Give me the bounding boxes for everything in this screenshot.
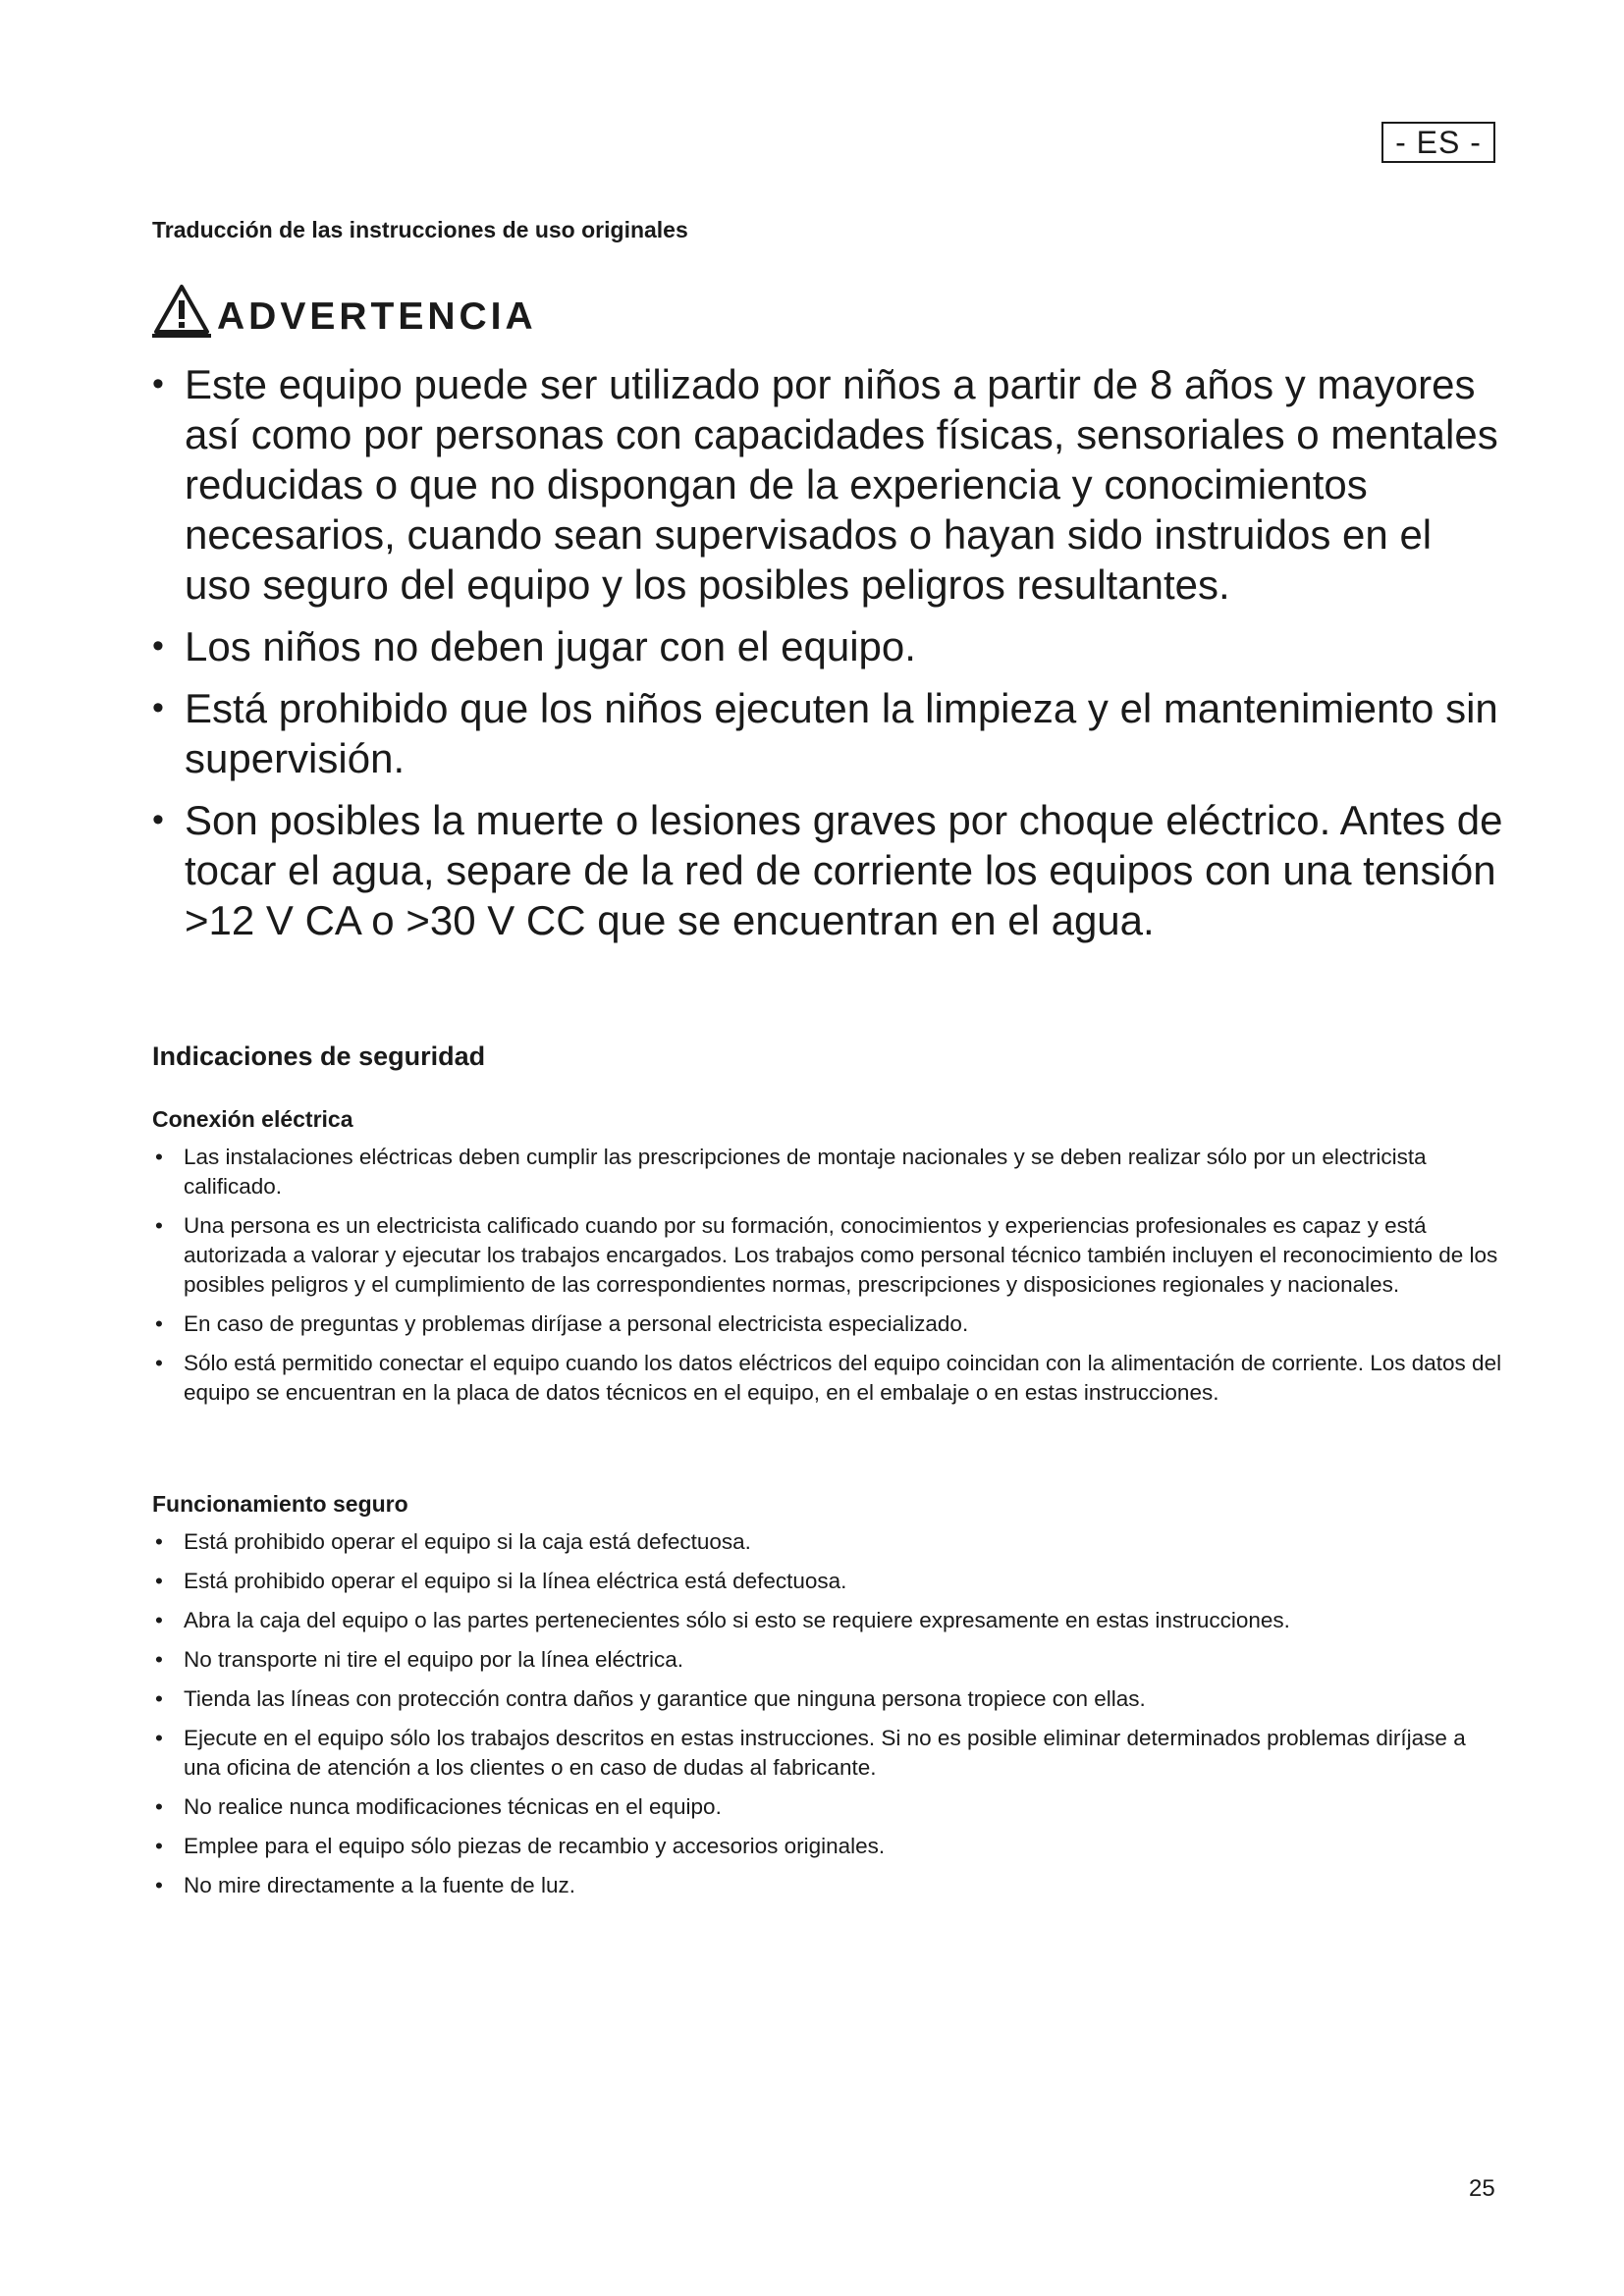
- bullet-icon: •: [155, 1608, 163, 1632]
- warning-item-text: Los niños no deben jugar con el equipo.: [185, 623, 916, 669]
- bullet-icon: •: [155, 1529, 163, 1554]
- warning-item: [152, 359, 1507, 610]
- document-title: Traducción de las instrucciones de uso originales: [152, 217, 688, 242]
- warning-title: ADVERTENCIA: [217, 295, 537, 338]
- bullet-icon: •: [155, 1834, 163, 1858]
- warning-item: [152, 795, 1507, 945]
- warning-item-text: Son posibles la muerte o lesiones graves por choque eléctrico. Antes de tocar el agua, separe de la red de corriente los equipos con una tensión >12 V CA o >30 V CC que se encuentran en el agua.: [185, 797, 1503, 943]
- safety-heading: Indicaciones de seguridad: [152, 1041, 486, 1071]
- bullet-icon: •: [152, 365, 164, 402]
- bullet-icon: •: [155, 1311, 163, 1336]
- bullet-icon: •: [155, 1873, 163, 1897]
- bullet-icon: •: [155, 1647, 163, 1672]
- list-item: • Tienda las líneas con protección contra daños y garantice que ninguna persona tropiece con ellas.: [152, 1684, 1507, 1714]
- bullet-icon: •: [152, 627, 164, 665]
- warning-triangle-icon: [152, 283, 211, 338]
- electrical-heading: Conexión eléctrica: [152, 1106, 353, 1132]
- page-number: 25: [1469, 2175, 1495, 2202]
- warning-item-text: Este equipo puede ser utilizado por niños a partir de 8 años y mayores así como por personas con capacidades físicas, sensoriales o mentales reducidas o que no dispongan de la experiencia y conocimientos necesarios, cuando sean supervisados o hayan sido instruidos en el uso seguro del equipo y los posibles peligros resultantes.: [185, 361, 1498, 608]
- warning-item: [152, 621, 1507, 671]
- list-item: • Está prohibido operar el equipo si la línea eléctrica está defectuosa.: [152, 1567, 1507, 1596]
- bullet-icon: •: [155, 1145, 163, 1169]
- bullet-icon: •: [155, 1686, 163, 1711]
- list-item: • Las instalaciones eléctricas deben cumplir las prescripciones de montaje nacionales y se deben realizar sólo por un electricista calificado.: [155, 1145, 1427, 1199]
- operation-section: [152, 1489, 1507, 1910]
- warning-item-text: Está prohibido que los niños ejecuten la limpieza y el mantenimiento sin supervisión.: [185, 685, 1498, 781]
- list-item: • No mire directamente a la fuente de luz.: [152, 1871, 1507, 1900]
- warning-header: [152, 283, 537, 338]
- electrical-list: [152, 1143, 1507, 1408]
- bullet-icon: •: [152, 689, 164, 726]
- bullet-icon: •: [155, 1726, 163, 1750]
- list-item: • Sólo está permitido conectar el equipo cuando los datos eléctricos del equipo coincidan con la alimentación de corriente. Los datos del equipo se encuentran en la placa de datos técnicos en el equipo, en el embalaje o en estas instrucciones.: [155, 1351, 1502, 1405]
- list-item: • No transporte ni tire el equipo por la línea eléctrica.: [152, 1645, 1507, 1675]
- bullet-icon: •: [155, 1213, 163, 1238]
- list-item: • Una persona es un electricista calificado cuando por su formación, conocimientos y experiencias profesionales es capaz y está autorizada a valorar y ejecutar los trabajos encargados. Los trabajos como personal técnico también incluyen el reconocimiento de los posibles peligros y el cumplimiento de las correspondientes normas, prescripciones y disposiciones regionales y nacionales.: [155, 1213, 1498, 1297]
- bullet-icon: •: [155, 1351, 163, 1375]
- language-label: - ES -: [1381, 122, 1495, 163]
- list-item: • Abra la caja del equipo o las partes pertenecientes sólo si esto se requiere expresamente en estas instrucciones.: [152, 1606, 1507, 1635]
- operation-heading: Funcionamiento seguro: [152, 1491, 408, 1517]
- operation-list: [152, 1527, 1507, 1900]
- bullet-icon: •: [155, 1569, 163, 1593]
- warning-item: [152, 683, 1507, 783]
- list-item: • Ejecute en el equipo sólo los trabajos descritos en estas instrucciones. Si no es posible eliminar determinados problemas diríjase a una oficina de atención a los clientes o en caso de dudas al fabricante.: [155, 1726, 1466, 1780]
- list-item: • No realice nunca modificaciones técnicas en el equipo.: [152, 1792, 1507, 1822]
- warning-list: [152, 359, 1507, 957]
- bullet-icon: •: [152, 801, 164, 838]
- safety-section: [152, 1041, 1507, 1072]
- bullet-icon: •: [155, 1794, 163, 1819]
- list-item: • Emplee para el equipo sólo piezas de recambio y accesorios originales.: [152, 1832, 1507, 1861]
- electrical-section: [152, 1104, 1507, 1417]
- list-item: • Está prohibido operar el equipo si la caja está defectuosa.: [152, 1527, 1507, 1557]
- list-item: • En caso de preguntas y problemas diríjase a personal electricista especializado.: [152, 1309, 1507, 1339]
